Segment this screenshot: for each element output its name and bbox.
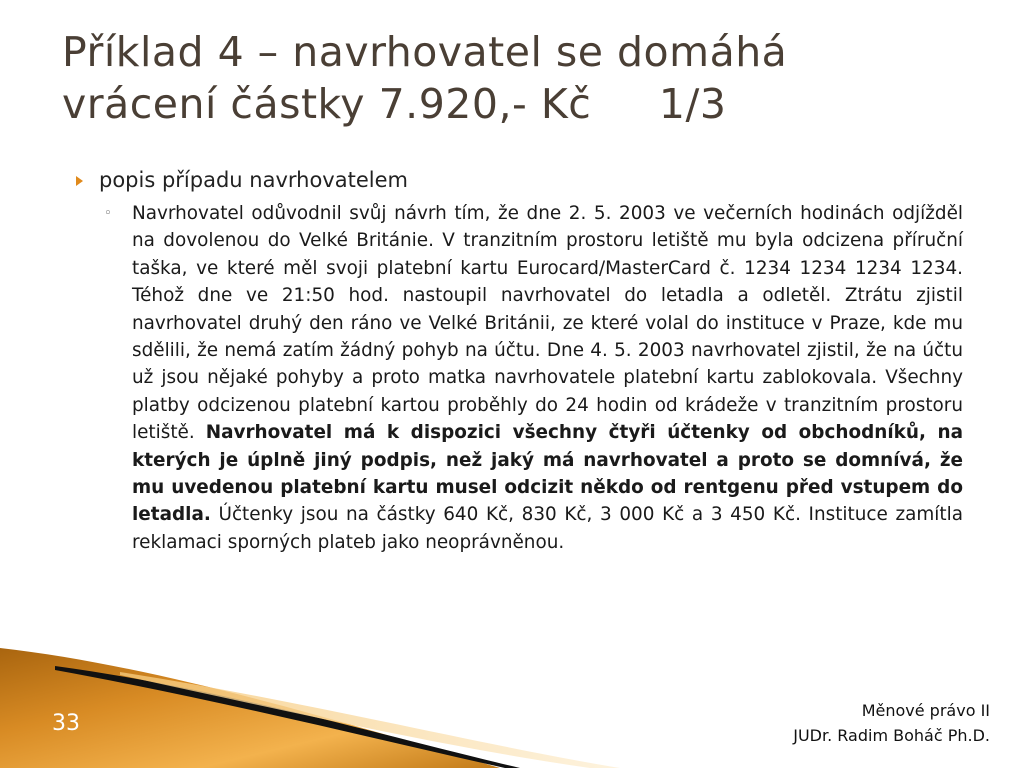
paragraph-text-2: Účtenky jsou na částky 640 Kč, 830 Kč, 3 000 Kč a 3 450 Kč. Instituce zamítla reklamaci sporných plateb jako neoprávněnou. [132,504,963,553]
bullet-text: popis případu navrhovatelem [99,168,408,192]
slide-title [62,26,982,130]
footer-author: JUDr. Radim Boháč Ph.D. [793,726,990,745]
bullet-arrow-icon [76,176,83,186]
title-line-2: vrácení částky 7.920,- Kč 1/3 [62,80,727,128]
footer-course: Měnové právo II [861,701,990,720]
paragraph-text-1: Navrhovatel odůvodnil svůj návrh tím, že dne 2. 5. 2003 ve večerních hodinách odjížděl na dovolenou do Velké Británie. V tranzitním prostoru letiště mu byla odcizena příruční taška, ve které měl svoji platební kartu Eurocard/MasterCard č. 1234 1234 1234 1234. Téhož dne ve 21:50 hod. nastoupil navrhovatel do letadla a odletěl. Ztrátu zjistil navrhovatel druhý den ráno ve Velké Británii, ze které volal do instituce v Praze, kde mu sdělili, že nemá zatím žádný pohyb na účtu. Dne 4. 5. 2003 navrhovatel zjistil, že na účtu už jsou nějaké pohyby a proto matka navrhovatele platební kartu zablokovala. Všechny platby odcizenou platební kartou proběhly do 24 hodin od krádeže v tranzitním prostoru letiště. [132,203,963,444]
slide-number: 33 [52,711,80,736]
paragraph-bold-text: Navrhovatel má k dispozici všechny čtyři účtenky od obchodníků, na kterých je úplně jiný podpis, než jaký má navrhovatel a proto se domnívá, že mu uvedenou platební kartu musel odcizit někdo od rentgenu před vstupem do letadla. [132,422,963,526]
bullet-level-1 [76,166,956,194]
title-line-1: Příklad 4 – navrhovatel se domáhá [62,28,788,76]
bullet-level-2 [104,200,964,556]
footer [793,698,990,748]
case-description-paragraph [132,200,963,556]
bullet-ring-icon: ◦ [104,206,112,221]
